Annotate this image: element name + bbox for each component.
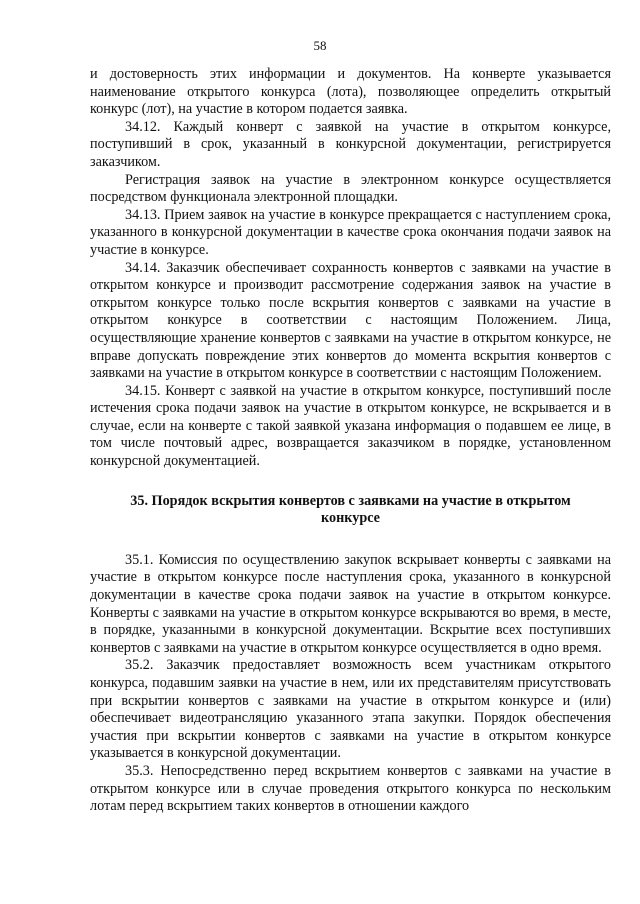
paragraph-35-1: 35.1. Комиссия по осуществлению закупок вскрывает конверты с заявками на участие в открытом конкурсе после наступления срока, указанного в конкурсной документации в качестве срока подачи заявок на участие в открытом конкурсе. Конверты с заявками на участие в открытом конкурсе вскрываются во время, в месте, в порядке, указанными в конкурсной документации. Вскрытие всех поступивших конвертов с заявками на участие в открытом конкурсе осуществляется в одно время. [90, 551, 611, 656]
paragraph-35-2: 35.2. Заказчик предоставляет возможность всем участникам открытого конкурса, подавшим заявки на участие в нем, или их представителям присутствовать при вскрытии конвертов с заявками на участие в открытом конкурсе и (или) обеспечивает видеотрансляцию указанного этапа закупки. Порядок обеспечения участия при вскрытии конвертов с заявками на участие в открытом конкурсе указывается в конкурсной документации. [90, 657, 611, 762]
paragraph-34-13: 34.13. Прием заявок на участие в конкурсе прекращается с наступлением срока, указанного в конкурсной документации в качестве срока окончания подачи заявок на участие в конкурсе. [90, 206, 611, 258]
paragraph-35-3: 35.3. Непосредственно перед вскрытием конвертов с заявками на участие в открытом конкурсе или в случае проведения открытого конкурса по нескольким лотам перед вскрытием таких конвертов в отношении каждого [90, 762, 611, 815]
page-number: 58 [313, 38, 327, 53]
page-content [90, 66, 611, 816]
paragraph-34-14: 34.14. Заказчик обеспечивает сохранность конвертов с заявками на участие в открытом конкурсе и производит рассмотрение содержания заявок на участие в открытом конкурсе только после вскрытия конвертов с заявками на участие в открытом конкурсе в соответствии с настоящим Положением. Лица, осуществляющие хранение конвертов с заявками на участие в открытом конкурсе, не вправе допускать повреждение этих конвертов до момента вскрытия конвертов с заявками на участие в открытом конкурсе в соответствии с настоящим Положением. [90, 259, 611, 382]
paragraph-electronic-registration: Регистрация заявок на участие в электронном конкурсе осуществляется посредством функционала электронной площадки. [90, 171, 611, 206]
paragraph-34-12: 34.12. Каждый конверт с заявкой на участие в открытом конкурсе, поступивший в срок, указанный в конкурсной документации, регистрируется заказчиком. [90, 118, 611, 170]
paragraph-34-15: 34.15. Конверт с заявкой на участие в открытом конкурсе, поступивший после истечения срока подачи заявок на участие в открытом конкурсе, не вскрывается и в случае, если на конверте с такой заявкой указана информация о подавшем ее лице, в том числе почтовый адрес, возвращается заказчиком в порядке, установленном конкурсной документацией. [90, 382, 611, 470]
paragraph-continuation: и достоверность этих информации и документов. На конверте указывается наименование открытого конкурса (лота), позволяющее определить открытый конкурс (лот), на участие в котором подается заявка. [90, 66, 611, 118]
section-heading: 35. Порядок вскрытия конвертов с заявками на участие в открытом конкурсе [130, 492, 571, 527]
